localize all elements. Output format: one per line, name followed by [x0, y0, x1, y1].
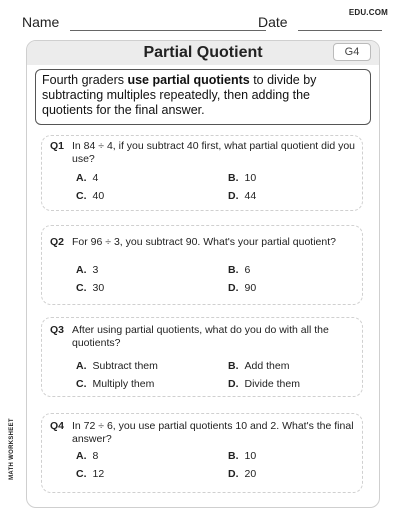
option-text: 8: [92, 450, 99, 462]
intro-text: Fourth graders: [42, 73, 128, 87]
option-b[interactable]: [228, 450, 256, 462]
option-letter: D.: [228, 378, 239, 390]
option-letter: C.: [76, 468, 87, 480]
option-c[interactable]: [76, 378, 154, 390]
option-letter: A.: [76, 360, 87, 372]
intro-bold-text: use partial quotients: [127, 73, 250, 87]
question-card-1: [41, 135, 363, 211]
question-text: For 96 ÷ 3, you subtract 90. What's your partial quotient?: [72, 236, 336, 248]
date-label: Date: [258, 14, 288, 30]
question-number: Q3: [50, 324, 65, 336]
question-text: In 72 ÷ 6, you use partial quotients 10 and 2. What's the final answer?: [72, 420, 354, 445]
question-card-4: [41, 413, 363, 493]
option-c[interactable]: [76, 282, 104, 294]
site-logo: EDU.COM: [348, 8, 388, 17]
option-text: 90: [244, 282, 257, 294]
option-letter: D.: [228, 282, 239, 294]
question-number: Q2: [50, 236, 65, 248]
header-row: [18, 14, 388, 34]
option-letter: A.: [76, 450, 87, 462]
option-d[interactable]: [228, 190, 256, 202]
option-letter: C.: [76, 190, 87, 202]
intro-text-end: to divide by subtracting multiples repeatedly, then adding the quotients for the final answer.: [42, 73, 317, 117]
option-letter: C.: [76, 378, 87, 390]
question-text: After using partial quotients, what do you do with all the quotients?: [72, 324, 329, 349]
worksheet-title: Partial Quotient: [143, 44, 263, 61]
option-letter: A.: [76, 172, 87, 184]
worksheet-card: [26, 40, 380, 508]
grade-badge: G4: [333, 43, 371, 61]
option-text: Divide them: [244, 378, 300, 390]
question-number: Q4: [50, 420, 65, 432]
question-card-3: [41, 317, 363, 397]
intro-box: [35, 69, 371, 125]
option-text: 6: [244, 264, 251, 276]
option-letter: A.: [76, 264, 87, 276]
option-b[interactable]: [228, 360, 289, 372]
side-label: [6, 412, 16, 492]
option-b[interactable]: [228, 264, 250, 276]
option-a[interactable]: [76, 172, 98, 184]
question-number: Q1: [50, 140, 65, 152]
option-a[interactable]: [76, 360, 158, 372]
option-text: 40: [92, 190, 105, 202]
option-text: 10: [244, 172, 257, 184]
option-text: 30: [92, 282, 105, 294]
option-a[interactable]: [76, 450, 98, 462]
question-card-2: [41, 225, 363, 305]
option-c[interactable]: [76, 468, 104, 480]
option-d[interactable]: [228, 378, 300, 390]
side-label-text: MATH WORKSHEET: [9, 418, 15, 480]
option-d[interactable]: [228, 468, 256, 480]
option-text: Add them: [244, 360, 290, 372]
option-text: 12: [92, 468, 105, 480]
option-b[interactable]: [228, 172, 256, 184]
option-c[interactable]: [76, 190, 104, 202]
option-letter: B.: [228, 360, 239, 372]
option-letter: D.: [228, 468, 239, 480]
option-text: 3: [92, 264, 99, 276]
name-line[interactable]: [70, 30, 266, 31]
date-line[interactable]: [298, 30, 382, 31]
name-label: Name: [22, 14, 60, 30]
option-text: Subtract them: [92, 360, 158, 372]
option-letter: B.: [228, 264, 239, 276]
option-text: 44: [244, 190, 257, 202]
option-text: 4: [92, 172, 99, 184]
title-bar: [27, 41, 379, 65]
option-letter: B.: [228, 172, 239, 184]
option-text: 10: [244, 450, 257, 462]
option-text: 20: [244, 468, 257, 480]
option-text: Multiply them: [92, 378, 155, 390]
option-letter: C.: [76, 282, 87, 294]
option-letter: B.: [228, 450, 239, 462]
option-d[interactable]: [228, 282, 256, 294]
option-a[interactable]: [76, 264, 98, 276]
option-letter: D.: [228, 190, 239, 202]
question-text: In 84 ÷ 4, if you subtract 40 first, what partial quotient did you use?: [72, 140, 356, 165]
